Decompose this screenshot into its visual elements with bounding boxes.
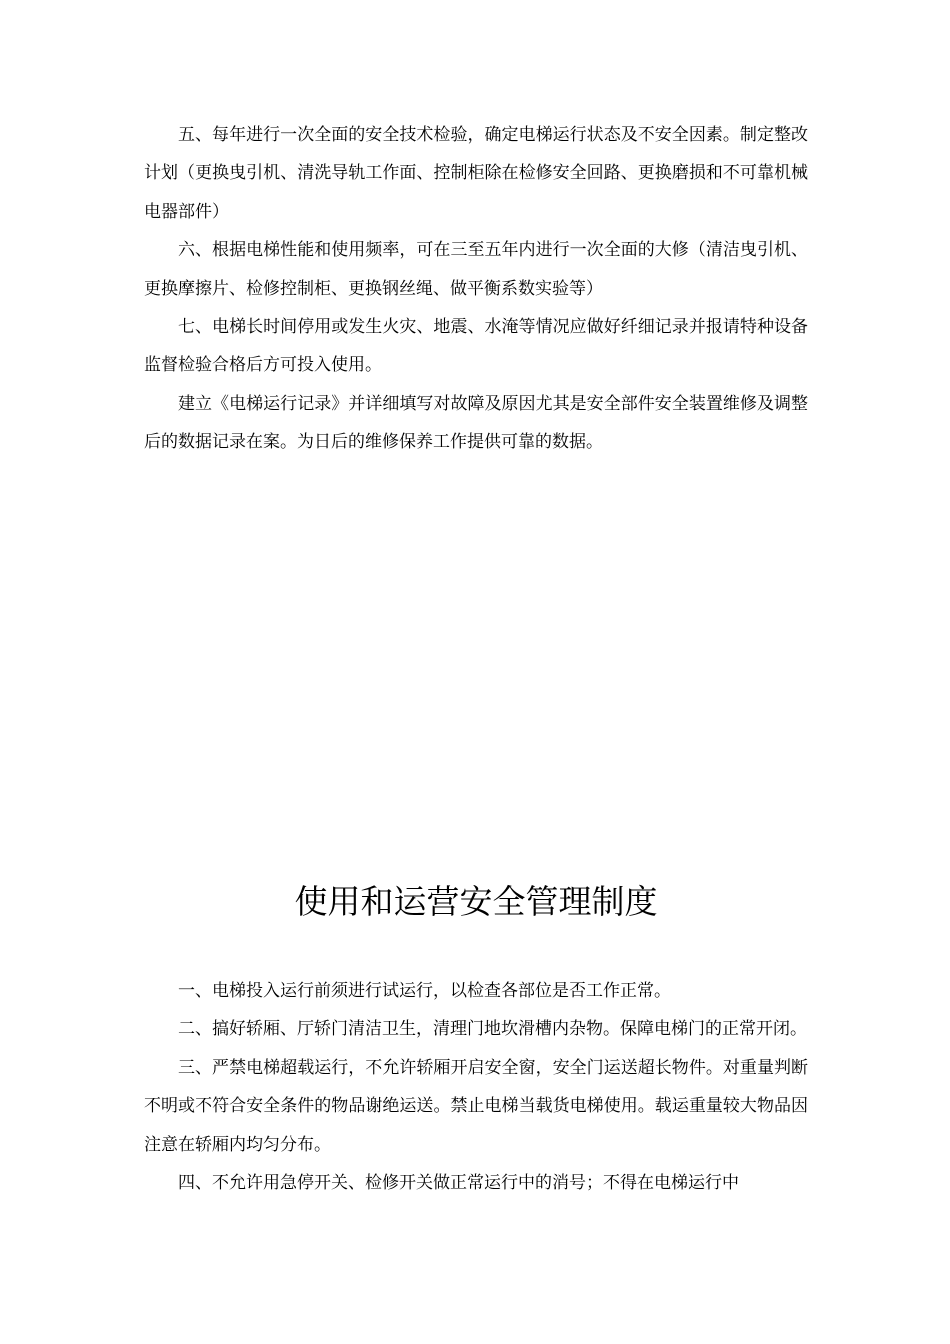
- paragraph-long-downtime: 七、电梯长时间停用或发生火灾、地震、水淹等情况应做好纤细记录并报请特种设备监督检验合格后方可投入使用。: [144, 317, 808, 376]
- section-title: 使用和运营安全管理制度: [294, 882, 658, 921]
- paragraph-cleaning: 二、搞好轿厢、厅轿门清洁卫生，清理门地坎滑槽内杂物。保障电梯门的正常开闭。: [178, 1019, 807, 1040]
- paragraph-operation-record: 建立《电梯运行记录》并详细填写对故障及原因尤其是安全部件安全装置维修及调整后的数据记录在案。为日后的维修保养工作提供可靠的数据。: [144, 393, 808, 453]
- paragraph-no-overload: 三、严禁电梯超载运行，不允许轿厢开启安全窗，安全门运送超长物件。对重量判断不明或不符合安全条件的物品谢绝运送。禁止电梯当载货电梯使用。载运重量较大物品因注意在轿厢内均匀分布。: [144, 1057, 808, 1155]
- paragraph-trial-run: 一、电梯投入运行前须进行试运行，以检查各部位是否工作正常。: [178, 981, 671, 1001]
- maintenance-section: [144, 116, 808, 462]
- paragraph-annual-inspection: 五、每年进行一次全面的安全技术检验，确定电梯运行状态及不安全因素。制定整改计划（更换曳引机、清洗导轨工作面、控制柜除在检修安全回路、更换磨损和不可靠机械电器部件）: [144, 125, 808, 222]
- paragraph-overhaul: 六、根据电梯性能和使用频率，可在三至五年内进行一次全面的大修（清洁曳引机、更换摩擦片、检修控制柜、更换钢丝绳、做平衡系数实验等）: [144, 240, 808, 299]
- safety-management-section: [144, 972, 808, 1202]
- paragraph-emergency-stop: 四、不允许用急停开关、检修开关做正常运行中的消号；不得在电梯运行中: [178, 1173, 739, 1194]
